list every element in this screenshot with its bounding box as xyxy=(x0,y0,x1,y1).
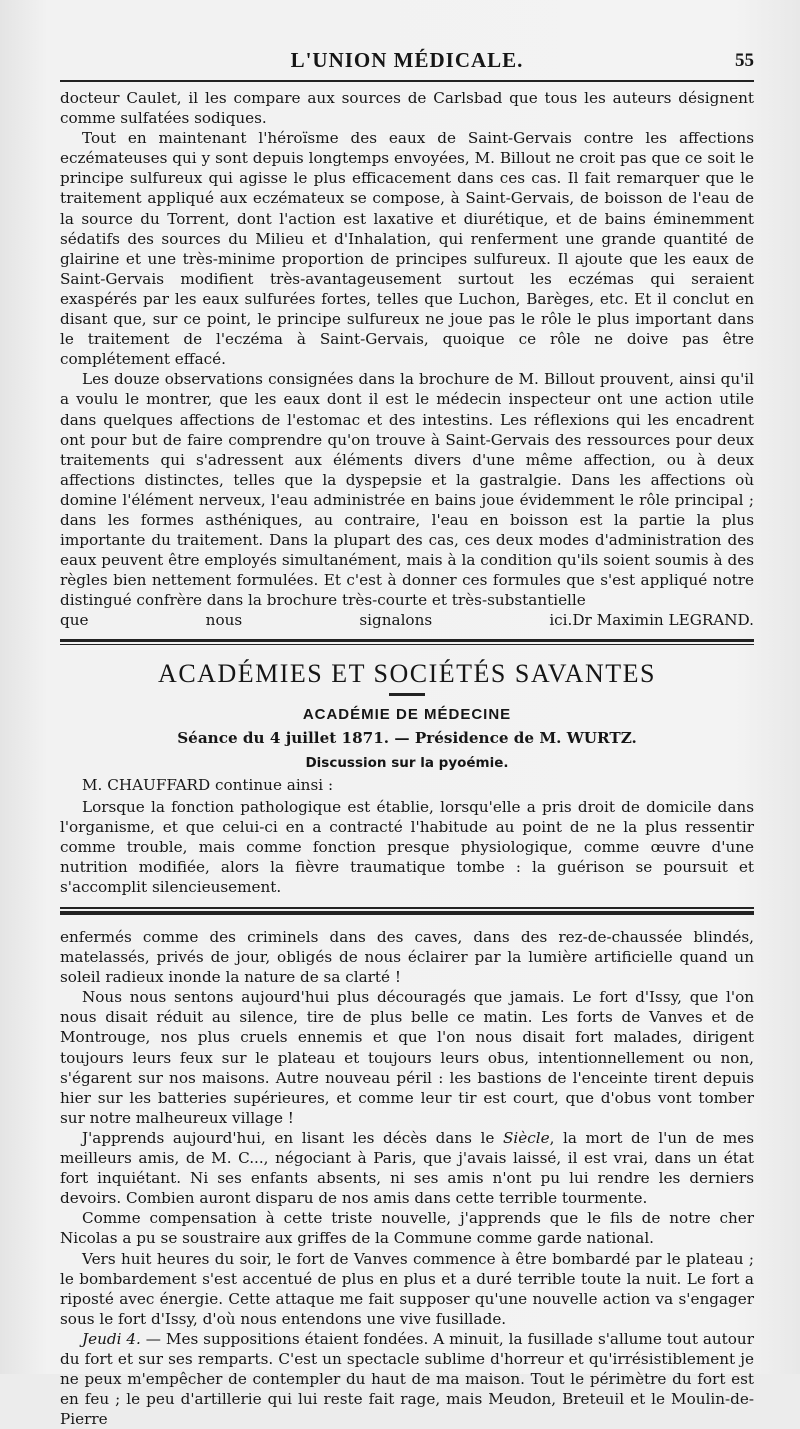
feuilleton-text: — Mes suppositions étaient fondées. A minuit, la fusillade s'allume tout autour du fort et sur ses remparts. C'est un spectacle sublime d'horreur et qu'irrésistiblement je ne peux m'empêcher de contempler du haut de ma maison. Tout le périmètre du fort est en feu ; le peu d'artillerie qui lui reste fait rage, mais Meudon, Breteuil et le Moulin-de-Pierre xyxy=(60,1329,754,1429)
page-header xyxy=(60,44,754,78)
feuilleton xyxy=(60,927,754,1429)
article-closing-text: que nous signalons ici. xyxy=(60,611,573,630)
header-rule xyxy=(60,80,754,82)
feuilleton-paragraph: enfermés comme des criminels dans des caves, dans des rez-de-chaussée blindés, matelassés, privés de jour, obligés de nous éclairer par la lumière artificielle quand un soleil radieux inonde la nature de sa clarté ! xyxy=(60,928,754,987)
feuilleton-paragraph xyxy=(60,1128,754,1208)
article-paragraph: Tout en maintenant l'héroïsme des eaux de Saint-Gervais contre les affections eczémateuses qui y sont depuis longtemps envoyées, M. Billout ne croit pas que ce soit le principe sulfureux qui agisse le plus efficacement dans ces cas. Il fait remarquer que le traitement appliqué aux eczémateux se compose, à Saint-Gervais, de boisson de l'eau de la source du Torrent, dont l'action est laxative et diurétique, et de bains éminemment sédatifs des sources du Milieu et d'Inhalation, qui renferment une grande quantité de glairine et une très-minime proportion de principes sulfureux. Il ajoute que les eaux de Saint-Gervais modifient très-avantageusement surtout les eczémas qui seraient exaspérés par les eaux sulfurées fortes, telles que Luchon, Barèges, etc. Et il conclut en disant que, sur ce point, le principe sulfureux ne joue pas le rôle le plus important dans le traitement de l'eczéma à Saint-Gervais, quoique ce rôle ne doive pas être complétement effacé. xyxy=(60,129,754,369)
subsection-title: ACADÉMIE DE MÉDECINE xyxy=(302,705,512,723)
author-signature: Dr Maximin LEGRAND. xyxy=(572,611,754,630)
title-ornament-rule xyxy=(389,693,425,696)
article-billout xyxy=(60,88,754,631)
feuilleton-paragraph xyxy=(60,1329,754,1429)
article-paragraph: docteur Caulet, il les compare aux sources de Carlsbad que tous les auteurs désignent comme sulfatées sodiques. xyxy=(60,89,754,128)
section-divider xyxy=(60,639,754,645)
section-academies xyxy=(60,659,754,897)
section-title: ACADÉMIES ET SOCIÉTÉS SAVANTES xyxy=(158,658,656,688)
feuilleton-paragraph: Comme compensation à cette triste nouvelle, j'apprends que le fils de notre cher Nicolas a pu se soustraire aux griffes de la Commune comme garde national. xyxy=(60,1209,754,1248)
seance-line: Séance du 4 juillet 1871. — Présidence de M. WURTZ. xyxy=(177,728,637,747)
feuilleton-paragraph: Nous nous sentons aujourd'hui plus découragés que jamais. Le fort d'Issy, que l'on nous disait réduit au silence, tire de plus belle ce matin. Les forts de Vanves et de Montrouge, nos plus cruels ennemis et que l'on nous disait fort malades, dirigent toujours leurs feux sur le plateau et toujours leurs obus, intentionnellement ou non, s'égarent sur nos maisons. Autre nouveau péril : les bastions de l'enceinte tirent depuis hier sur les batteries supérieures, et comme leur tir est court, que d'obus vont tomber sur notre malheureux village ! xyxy=(60,988,754,1127)
newspaper-name: Siècle xyxy=(502,1128,550,1147)
article-closing-line xyxy=(60,610,754,630)
feuilleton-text: J'apprends aujourd'hui, en lisant les décès dans le xyxy=(82,1128,503,1147)
feuilleton-divider xyxy=(60,907,754,915)
speaker-line: M. CHAUFFARD continue ainsi : xyxy=(82,775,334,794)
diary-date: Jeudi 4. xyxy=(82,1329,141,1348)
article-paragraph: Les douze observations consignées dans la brochure de M. Billout prouvent, ainsi qu'il a voulu le montrer, que les eaux dont il est le médecin inspecteur ont une action utile dans quelques affections de l'estomac et des intestins. Les réflexions qui les encadrent ont pour but de faire comprendre qu'on trouve à Saint-Gervais des ressources pour deux traitements qui s'adressent aux éléments divers d'une même affection, ou à deux affections distinctes, telles que la dyspepsie et la gastralgie. Dans les affections où domine l'élément nerveux, l'eau administrée en bains joue évidemment le rôle principal ; dans les formes asthéniques, au contraire, l'eau en boisson est la partie la plus importante du traitement. Dans la plupart des cas, ces deux modes d'administration des eaux peuvent être employés simultanément, mais à la condition qu'ils soient soumis à des règles bien nettement formulées. Et c'est à donner ces formules que s'est appliqué notre distingué confrère dans la brochure très-courte et très-substantielle xyxy=(60,370,754,610)
feuilleton-text: , la mort de l'un de mes meilleurs amis, de M. C..., négociant à Paris, que j'avais laissé, il est vrai, dans un état fort inquiétant. Ni ses enfants absents, ni ses amis n'ont pu lui rendre les derniers devoirs. Combien auront disparu de nos amis dans cette terrible tourmente. xyxy=(60,1128,754,1208)
feuilleton-paragraph: Vers huit heures du soir, le fort de Vanves commence à être bombardé par le plateau ; le bombardement s'est accentué de plus en plus et a duré terrible toute la nuit. Le fort a riposté avec énergie. Cette attaque me fait supposer qu'une nouvelle action va s'engager sous le fort d'Issy, d'où nous entendons une vive fusillade. xyxy=(60,1249,754,1328)
discussion-title: Discussion sur la pyoémie. xyxy=(305,754,509,771)
journal-title: L'UNION MÉDICALE. xyxy=(290,48,524,72)
page-number: 55 xyxy=(735,50,754,71)
section-paragraph: Lorsque la fonction pathologique est établie, lorsqu'elle a pris droit de domicile dans l'organisme, et que celui-ci en a contracté l'habitude au point de ne la plus ressentir comme trouble, mais comme fonction presque physiologique, comme œuvre d'une nutrition modifiée, alors la fièvre traumatique tombe : la guérison se poursuit et s'accomplit silencieusement. xyxy=(60,797,754,896)
